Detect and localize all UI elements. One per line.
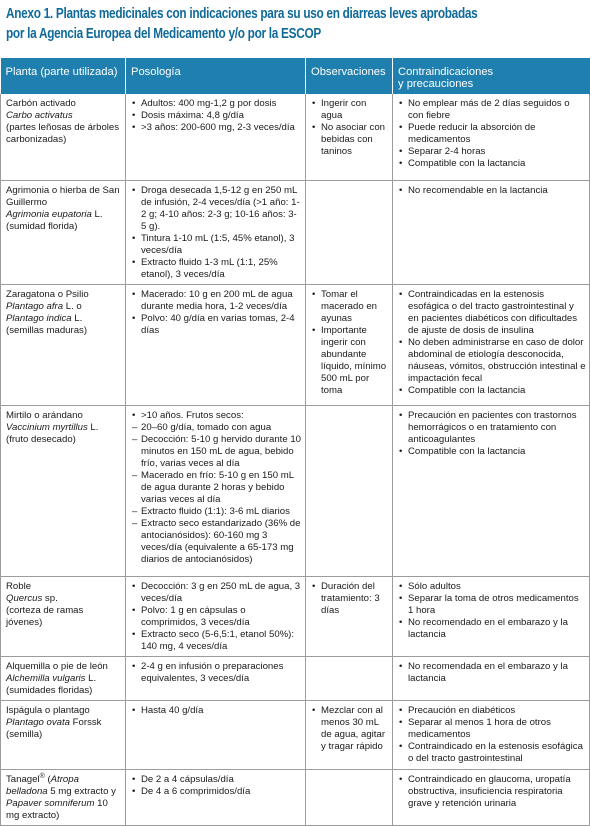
plant-latin-line: [6, 717, 122, 729]
dosage-cell: [126, 94, 306, 180]
observations-cell: [306, 284, 393, 405]
plant-common-name: Ispágula o plantago: [6, 704, 90, 716]
list-item: • Importante ingerir con abundante líquido, mínimo 500 mL por toma: [311, 325, 389, 397]
list-item: • Separar 2-4 horas: [398, 146, 586, 158]
observations-cell: [306, 656, 393, 700]
list-item: – 20–60 g/día, tomado con agua: [131, 422, 302, 434]
bullet-list: [398, 705, 586, 765]
table-header: [1, 58, 590, 94]
list-item: • Separar la toma de otros medicamentos 1 hora: [398, 593, 586, 617]
dosage-cell: [126, 656, 306, 700]
list-item: • De 2 a 4 cápsulas/día: [131, 774, 302, 786]
tanagel-text: 5 mg extracto y: [47, 785, 116, 797]
table-row: [1, 769, 590, 825]
list-item: • Tintura 1-10 mL (1:5, 45% etanol), 3 veces/día: [131, 233, 302, 257]
plant-cell: [1, 180, 126, 284]
plant-cell: [1, 94, 126, 180]
plant-common-name: Carbón activado: [6, 98, 76, 109]
list-item: • Hasta 40 g/día: [131, 705, 302, 717]
plant-cell: [1, 700, 126, 769]
observations-cell: [306, 405, 393, 576]
list-item: • Droga desecada 1,5-12 g en 250 mL de infusión, 2-4 veces/día (>1 año: 1-2 g; 4-10 años: 2-3 g; 10-16 años: 3-5 g).: [131, 185, 302, 233]
header-dosage: Posología: [126, 58, 306, 94]
plant-latin-line: [6, 593, 122, 605]
list-item: • Mezclar con al menos 30 mL de agua, agitar y tragar rápido: [311, 705, 389, 753]
bullet-list: [131, 185, 302, 281]
plant-common-name: Zaragatona o Psilio: [6, 288, 89, 300]
list-item: • No recomendable en la lactancia: [398, 185, 586, 197]
plant-part: (partes leñosas de árboles carbonizadas): [6, 122, 120, 145]
tanagel-brand: Tanagel: [6, 773, 40, 785]
plant-part: (sumidades floridas): [6, 684, 93, 696]
header-plant: Planta (parte utilizada): [1, 58, 126, 94]
plant-latin-mid: L. o: [63, 300, 82, 312]
table-row: [1, 284, 590, 405]
list-item: • Decocción: 3 g en 250 mL de agua, 3 veces/día: [131, 581, 302, 605]
list-item: • No deben administrarse en caso de dolor abdominal de etiología desconocida, náuseas, vómitos, obstrucción intestinal e impactación fecal: [398, 337, 586, 385]
list-item: • Sólo adultos: [398, 581, 586, 593]
plant-part: (semillas maduras): [6, 324, 88, 336]
bullet-list: [131, 661, 302, 685]
contraindications-cell: [393, 700, 590, 769]
bullet-list: [131, 289, 302, 337]
dosage-cell: [126, 576, 306, 656]
contraindications-cell: [393, 769, 590, 825]
contraindications-cell: [393, 656, 590, 700]
table-body: [1, 94, 590, 825]
dosage-cell: [126, 700, 306, 769]
plant-cell: [1, 576, 126, 656]
bullet-list: [131, 581, 302, 653]
dosage-cell: [126, 284, 306, 405]
plant-latin-line: [6, 301, 122, 325]
herbal-table: [0, 58, 590, 826]
plant-latin-suffix: L.: [91, 208, 103, 220]
plant-latin-name: Alchemilla vulgaris: [6, 672, 86, 684]
contraindications-cell: [393, 405, 590, 576]
list-item: • 2-4 g en infusión o preparaciones equivalentes, 3 veces/día: [131, 661, 302, 685]
contraindications-cell: [393, 576, 590, 656]
plant-part: (corteza de ramas jóvenes): [6, 604, 84, 628]
list-item: • De 4 a 6 comprimidos/día: [131, 786, 302, 798]
bullet-list: [398, 98, 586, 170]
list-item: – Macerado en frío: 5-10 g en 150 mL de agua durante 2 horas y bebido varias veces al día: [131, 470, 302, 506]
bullet-list: [398, 581, 586, 641]
list-item: • Duración del tratamiento: 3 días: [311, 581, 389, 617]
table-row: [1, 656, 590, 700]
header-observations: Observaciones: [306, 58, 393, 94]
header-contra-line-2: y precauciones: [398, 78, 474, 90]
plant-common-name: Alquemilla o pie de león: [6, 660, 108, 672]
header-contra-line-1: Contraindicaciones: [398, 66, 494, 78]
list-item: • Ingerir con agua: [311, 98, 389, 122]
list-item: • Extracto fluido 1-3 mL (1:1, 25% etanol), 3 veces/día: [131, 257, 302, 281]
plant-latin-line: [6, 673, 122, 685]
list-item: • Precaución en diabéticos: [398, 705, 586, 717]
list-item: • Macerado: 10 g en 200 mL de agua durante media hora, 1-2 veces/día: [131, 289, 302, 313]
bullet-list: [398, 289, 586, 397]
list-item: • Contraindicado en la estenosis esofágica o del tracto gastrointestinal: [398, 741, 586, 765]
plant-common-name: Roble: [6, 580, 32, 592]
list-item: – Decocción: 5-10 g hervido durante 10 minutos en 150 mL de agua, bebido frío, varias veces al día: [131, 434, 302, 470]
plant-cell: [1, 656, 126, 700]
plant-cell: [1, 284, 126, 405]
list-item: • Puede reducir la absorción de medicamentos: [398, 122, 586, 146]
list-item: • Separar al menos 1 hora de otros medicamentos: [398, 717, 586, 741]
observations-cell: [306, 576, 393, 656]
plant-latin-suffix: L.: [71, 312, 83, 324]
bullet-list: [398, 661, 586, 685]
list-item: • >3 años: 200-600 mg, 2-3 veces/día: [131, 122, 302, 134]
observations-cell: [306, 180, 393, 284]
dosage-cell: [126, 180, 306, 284]
plant-latin-suffix: L.: [85, 672, 97, 684]
bullet-list: [398, 410, 586, 458]
list-item: • Compatible con la lactancia: [398, 385, 586, 397]
list-item: • Contraindicado en glaucoma, uropatía obstructiva, insuficiencia respiratoria grave y retención urinaria: [398, 774, 586, 810]
list-item: • Adultos: 400 mg-1,2 g por dosis: [131, 98, 302, 110]
plant-part: (fruto desecado): [6, 433, 76, 445]
list-item: • Dosis máxima: 4,8 g/día: [131, 110, 302, 122]
plant-common-name: Agrimonia o hierba de San Guillermo: [6, 184, 120, 208]
list-item: • Polvo: 1 g en cápsulas o comprimidos, 3 veces/día: [131, 605, 302, 629]
list-item: – Extracto seco estandarizado (36% de antocianósidos): 60-160 mg 3 veces/día (equivalente a 65-173 mg diarios de antocianósidos): [131, 518, 302, 566]
plant-latin-name-2: Papaver somniferum: [6, 797, 95, 809]
plant-latin-name-2: Plantago indica: [6, 312, 72, 324]
bullet-list: [311, 581, 389, 617]
bullet-list: [311, 98, 389, 158]
bullet-list: [398, 185, 586, 197]
list-item: • >10 años. Frutos secos:: [131, 410, 302, 422]
bullet-list: [131, 98, 302, 134]
list-item: • No recomendado en el embarazo y la lactancia: [398, 617, 586, 641]
plant-latin-name: Carbo activatus: [6, 110, 73, 121]
dosage-cell: [126, 405, 306, 576]
plant-part: (semilla): [6, 728, 43, 740]
plant-latin-suffix: L.: [87, 421, 99, 433]
plant-latin-line: [6, 422, 122, 434]
plant-cell: [1, 405, 126, 576]
list-item: • Precaución en pacientes con trastornos hemorrágicos o en tratamiento con anticoagulantes: [398, 410, 586, 446]
plant-part: (sumidad florida): [6, 220, 78, 232]
list-item: • No asociar con bebidas con taninos: [311, 122, 389, 158]
list-item: • Compatible con la lactancia: [398, 158, 586, 170]
tanagel-description: [6, 774, 122, 822]
table-row: [1, 700, 590, 769]
bullet-list: [311, 705, 389, 753]
list-item: • Polvo: 40 g/día en varias tomas, 2-4 días: [131, 313, 302, 337]
tanagel-text: (: [44, 773, 51, 785]
dosage-cell: [126, 769, 306, 825]
plant-latin-name: Plantago ovata: [6, 716, 71, 728]
bullet-list: [131, 705, 302, 717]
title-line-1: Anexo 1. Plantas medicinales con indicaciones para su uso en diarreas leves aprobadas: [6, 6, 478, 22]
plant-latin-suffix: Forssk: [70, 716, 102, 728]
list-item: • Compatible con la lactancia: [398, 446, 586, 458]
plant-cell: [1, 769, 126, 825]
list-item: • No emplear más de 2 días seguidos o con fiebre: [398, 98, 586, 122]
plant-latin-name: Quercus: [6, 592, 43, 604]
list-item: • Tomar el macerado en ayunas: [311, 289, 389, 325]
bullet-list: [131, 774, 302, 798]
bullet-list: [398, 774, 586, 810]
list-item: – Extracto fluido (1:1): 3-6 mL diarios: [131, 506, 302, 518]
plant-latin-name: Plantago afra: [6, 300, 64, 312]
registered-mark: ®: [39, 772, 45, 780]
table-row: [1, 405, 590, 576]
observations-cell: [306, 769, 393, 825]
bullet-list: [311, 289, 389, 397]
plant-latin-name: Atropa belladona: [6, 773, 79, 797]
table-row: [1, 180, 590, 284]
contraindications-cell: [393, 94, 590, 180]
bullet-list: [131, 410, 302, 566]
annex-title: [6, 4, 580, 44]
plant-latin-name: Agrimonia eupatoria: [6, 208, 92, 220]
list-item: • Contraindicadas en la estenosis esofágica o del tracto gastrointestinal y en pacientes diabéticos con dificultades de ajuste de dosis de insulina: [398, 289, 586, 337]
list-item: • Extracto seco (5-6,5:1, etanol 50%): 140 mg, 4 veces/día: [131, 629, 302, 653]
contraindications-cell: [393, 284, 590, 405]
tanagel-text: 10 mg extracto): [6, 797, 108, 821]
observations-cell: [306, 94, 393, 180]
observations-cell: [306, 700, 393, 769]
title-line-2: por la Agencia Europea del Medicamento y/o por la ESCOP: [6, 26, 321, 42]
contraindications-cell: [393, 180, 590, 284]
plant-latin-line: [6, 209, 122, 221]
table-row: [1, 94, 590, 180]
table-row: [1, 576, 590, 656]
header-contraindications: [393, 58, 590, 94]
list-item: • No recomendada en el embarazo y la lactancia: [398, 661, 586, 685]
plant-latin-name: Vaccinium myrtillus: [6, 421, 88, 433]
plant-latin-suffix: sp.: [42, 592, 58, 604]
plant-common-name: Mirtilo o arándano: [6, 409, 83, 421]
